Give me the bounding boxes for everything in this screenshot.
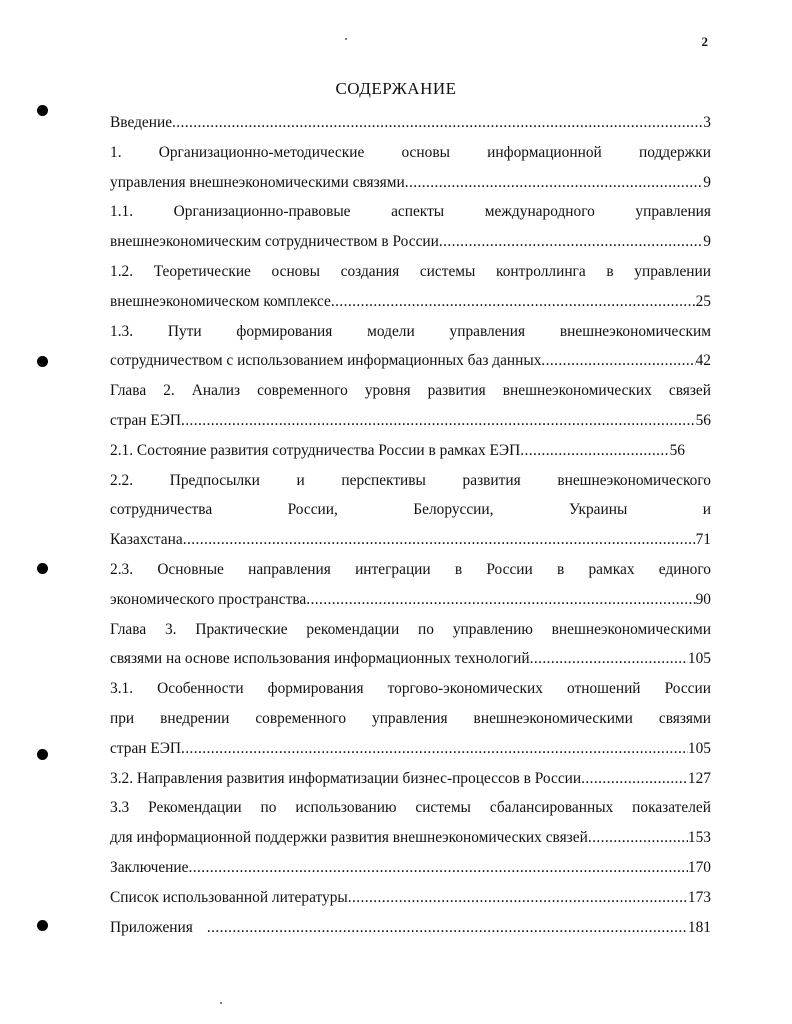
toc-entry-conclusion — [110, 853, 711, 883]
toc-page-number: 9 — [703, 173, 711, 191]
page-number: 2 — [701, 34, 708, 49]
toc-entry-label: внешнеэкономическим сотрудничеством в России — [110, 233, 439, 251]
toc-entry-3-1-end — [110, 734, 711, 764]
toc-entry-2-2-cont: сотрудничества России, Белоруссии, Украины и — [110, 501, 711, 519]
toc-page-number: 9 — [703, 233, 711, 251]
toc-page-number: 105 — [687, 739, 711, 757]
toc-entry-label: стран ЕЭП — [110, 411, 182, 429]
toc-entry-1-2-end — [110, 287, 711, 317]
toc-page-number: 3 — [703, 114, 711, 131]
toc-entry-label: 2.1. Состояние развития сотрудничества России в рамках ЕЭП — [110, 441, 521, 459]
toc-entry-label: управления внешнеэкономическими связями — [110, 173, 405, 191]
toc-entry-label: стран ЕЭП — [110, 739, 182, 757]
toc-page-number: 56 — [695, 411, 711, 429]
toc-entry-2-1 — [110, 436, 685, 466]
toc-page-number: 71 — [695, 531, 711, 549]
toc-entry-chapter-3-end — [110, 644, 711, 674]
toc-entry-2-2-end — [110, 525, 711, 555]
toc-entry-2-3-end — [110, 585, 711, 615]
table-of-contents — [110, 108, 711, 942]
toc-entry-intro — [110, 108, 711, 138]
toc-entry-chapter-1-end — [110, 168, 711, 198]
toc-entry-1-2: 1.2. Теоретические основы создания системы контроллинга в управлении — [110, 262, 711, 280]
toc-page-number: 153 — [687, 829, 711, 847]
toc-page-number: 56 — [669, 441, 685, 459]
toc-entry-chapter-2-end — [110, 406, 711, 436]
page-title: СОДЕРЖАНИЕ — [335, 79, 457, 98]
toc-entry-label: экономического пространства — [110, 590, 307, 608]
toc-page-number: 105 — [687, 650, 711, 668]
scan-speck — [345, 38, 347, 40]
toc-entry-2-3: 2.3. Основные направления интеграции в России в рамках единого — [110, 560, 711, 578]
toc-entry-3-2 — [110, 764, 711, 794]
margin-bullet — [37, 749, 48, 760]
toc-entry-references — [110, 883, 711, 913]
toc-page-number: 173 — [687, 888, 711, 906]
toc-entry-label: связями на основе использования информационных технологий — [110, 650, 530, 668]
toc-entry-2-2: 2.2. Предпосылки и перспективы развития внешнеэкономического — [110, 471, 711, 489]
margin-bullet — [37, 105, 48, 116]
toc-entry-1-3-end — [110, 346, 711, 376]
toc-entry-label: Казахстана — [110, 531, 183, 549]
toc-entry-label: Приложения — [110, 918, 193, 936]
toc-page-number: 90 — [695, 590, 711, 608]
toc-entry-3-3-end — [110, 823, 711, 853]
toc-page-number: 127 — [687, 769, 711, 787]
toc-entry-appendices — [110, 913, 711, 943]
margin-bullet — [37, 920, 48, 931]
scan-speck — [220, 1002, 222, 1004]
margin-bullet — [37, 563, 48, 574]
toc-page-number: 42 — [695, 352, 711, 370]
toc-entry-3-1: 3.1. Особенности формирования торгово-экономических отношений России — [110, 680, 711, 698]
toc-entry-1-1-end — [110, 227, 711, 257]
toc-entry-1-1: 1.1. Организационно-правовые аспекты международного управления — [110, 203, 711, 221]
margin-bullet — [37, 356, 48, 367]
toc-entry-1-3: 1.3. Пути формирования модели управления внешнеэкономическим — [110, 322, 711, 340]
toc-entry-label: сотрудничеством с использованием информационных баз данных — [110, 352, 542, 370]
toc-page-number: 181 — [687, 918, 711, 936]
toc-entry-label: для информационной поддержки развития внешнеэкономических связей — [110, 829, 588, 847]
toc-entry-chapter-3: Глава 3. Практические рекомендации по управлению внешнеэкономическими — [110, 620, 711, 638]
toc-entry-label: 3.2. Направления развития информатизации бизнес-процессов в России — [110, 769, 582, 787]
toc-entry-3-3: 3.3 Рекомендации по использованию системы сбалансированных показателей — [110, 799, 711, 817]
toc-page-number: 170 — [687, 858, 711, 876]
toc-page-number: 25 — [695, 292, 711, 310]
toc-entry-label: Заключение — [110, 858, 189, 876]
toc-entry-chapter-1: 1. Организационно-методические основы информационной поддержки — [110, 143, 711, 161]
toc-entry-label: Список использованной литературы — [110, 888, 348, 906]
toc-entry-label: Введение — [110, 114, 173, 131]
toc-entry-label: внешнеэкономическом комплексе — [110, 292, 331, 310]
toc-entry-3-1-cont: при внедрении современного управления внешнеэкономическими связями — [110, 709, 711, 727]
toc-entry-chapter-2: Глава 2. Анализ современного уровня развития внешнеэкономических связей — [110, 382, 711, 400]
